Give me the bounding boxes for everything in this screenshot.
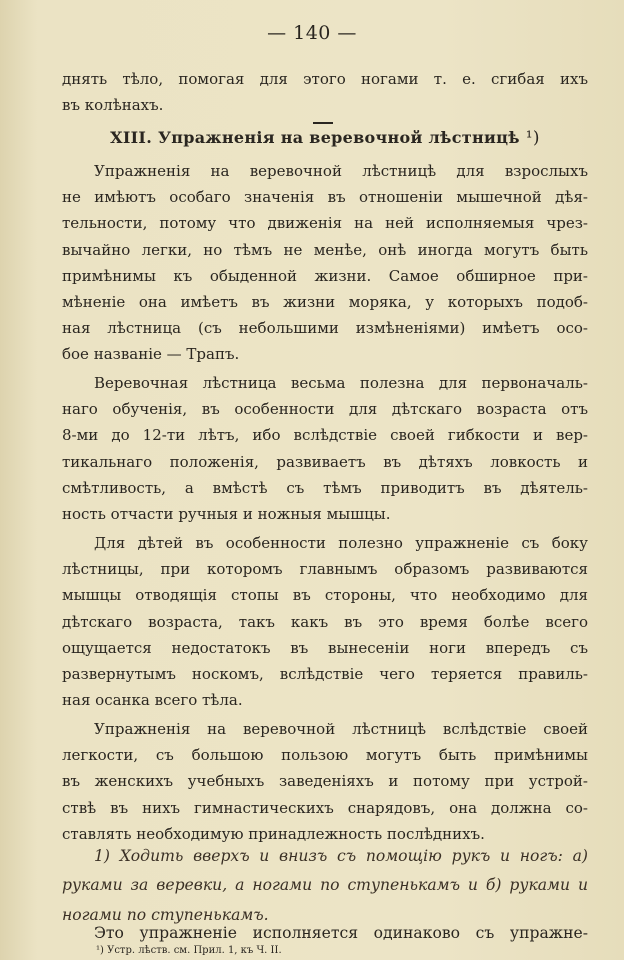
text-line: въ женскихъ учебныхъ заведеніяхъ и потому при устрой- [62,772,588,791]
text-line: смѣтливость, а вмѣстѣ съ тѣмъ приводитъ въ дѣятель- [62,478,588,497]
text-line: ная осанка всего тѣла. [62,691,243,710]
footnote: ¹) Устр. лѣств. см. Прил. 1, къ Ч. II. [96,945,282,956]
text-line: Упражненія на веревочной лѣстницѣ для взрослыхъ [94,162,588,180]
footnote-mark: ¹) [525,128,540,148]
text-line: не имѣютъ особаго значенія въ отношеніи мышечной дѣя- [62,188,588,207]
text-line: примѣнимы къ обыденной жизни. Самое обширное при- [62,266,588,285]
text-line: 8-ми до 12-ти лѣтъ, ибо вслѣдствіе своей гибкости и вер- [62,426,588,445]
paragraph-1 [62,158,588,368]
text-line: легкости, съ большою пользою могутъ быть примѣнимы [62,746,588,765]
paragraph-4 [62,716,588,847]
text-line: бое названіе — Трапъ. [62,345,240,364]
text-line: Упражненія на веревочной лѣстницѣ вслѣдствіе своей [94,720,588,738]
text-line: ставлять необходимую принадлежность послѣднихъ. [62,824,485,843]
exercise-line: ногами по ступенькамъ. [62,905,269,924]
page-number: — 140 — [267,22,357,44]
text-line: лѣстницы, при которомъ главнымъ образомъ развиваются [62,560,588,579]
paragraph-3 [62,530,588,713]
text-line: тикальнаго положенія, развиваетъ въ дѣтяхъ ловкость и [62,452,588,471]
text-line: дѣтскаго возраста, такъ какъ въ это время болѣе всего [62,612,588,631]
text-line: ощущается недостатокъ въ вынесеніи ноги впередъ съ [62,638,588,657]
text-line: тельности, потому что движенія на ней исполняемыя чрез- [62,214,588,233]
text-line: мѣненіе она имѣетъ въ жизни моряка, у которыхъ подоб- [62,292,588,311]
section-heading [62,128,588,148]
paragraph-5 [62,922,588,944]
intro-paragraph [62,66,588,118]
section-divider [313,122,333,124]
text-line: ность отчасти ручныя и ножныя мышцы. [62,504,391,523]
exercise-line: 1) Ходить вверхъ и внизъ съ помощію рукъ и ногъ: а) [94,847,588,865]
text-line: вычайно легки, но тѣмъ не менѣе, онѣ иногда могутъ быть [62,240,588,259]
text-line: Для дѣтей въ особенности полезно упражненіе съ боку [94,534,588,552]
exercise-paragraph [62,842,588,930]
text-line: ствѣ въ нихъ гимнастическихъ снарядовъ, она должна со- [62,798,588,817]
exercise-line: руками за веревки, а ногами по ступенькамъ и б) руками и [62,876,588,895]
text-line: въ колѣнахъ. [62,96,164,115]
text-line: мышцы отводящія стопы въ стороны, что необходимо для [62,586,588,605]
text-line: ная лѣстница (съ небольшими измѣненіями) имѣетъ осо- [62,319,588,338]
text-line: Веревочная лѣстница весьма полезна для первоначаль- [94,374,588,392]
paragraph-2 [62,370,588,527]
text-line: наго обученія, въ особенности для дѣтскаго возраста отъ [62,400,588,419]
text-line: Это упражненіе исполняется одинаково съ упражне- [94,924,588,942]
heading-text: XIII. Упражненія на веревочной лѣстницѣ [110,128,520,147]
text-line: развернутымъ носкомъ, вслѣдствіе чего теряется правиль- [62,664,588,683]
text-line: днять тѣло, помогая для этого ногами т. е. сгибая ихъ [62,70,588,88]
